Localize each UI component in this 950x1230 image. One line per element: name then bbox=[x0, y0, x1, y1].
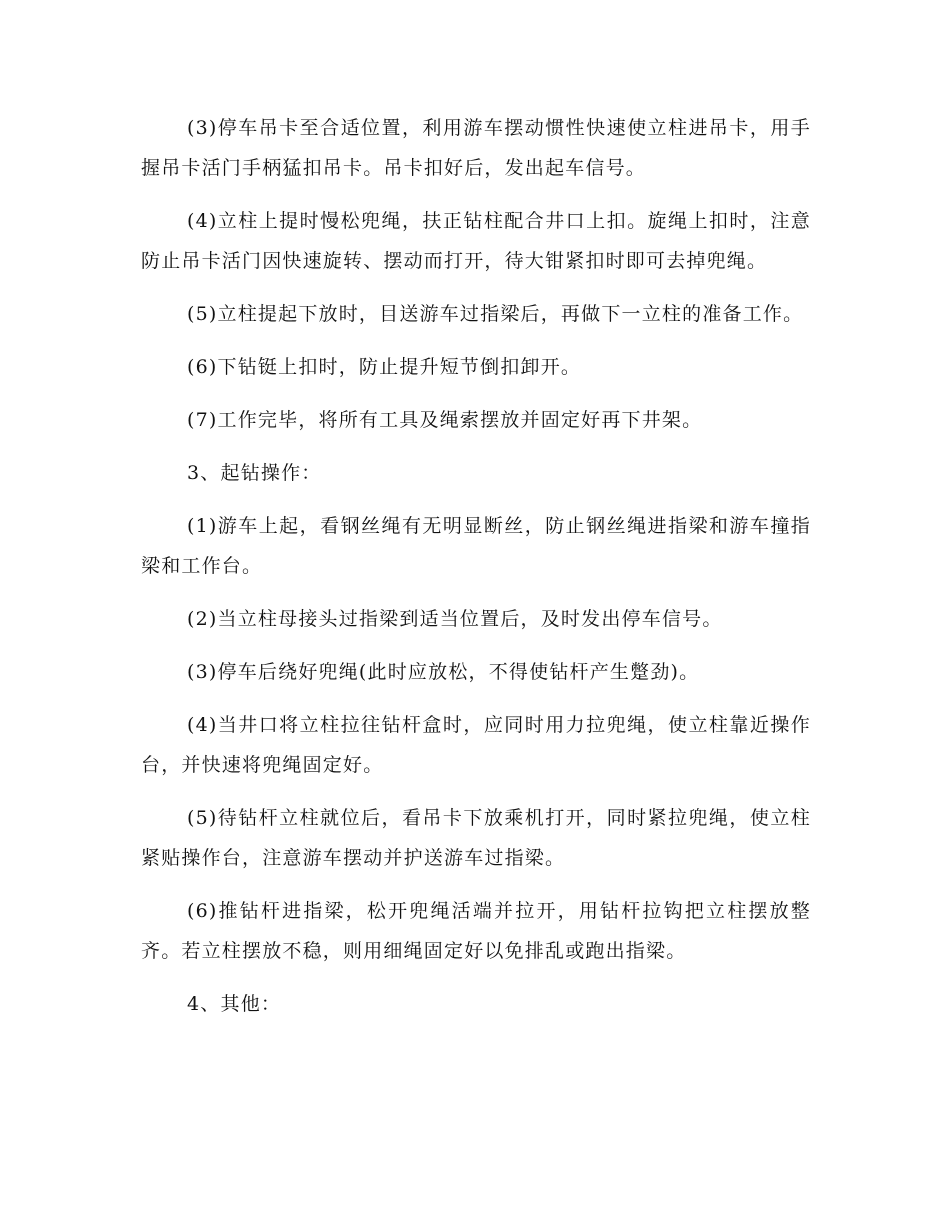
paragraph-2-box-joint: (2)当立柱母接头过指梁到适当位置后，及时发出停车信号。 bbox=[187, 608, 723, 630]
paragraph-3-stop-elevator: (3)停车吊卡至合适位置，利用游车摆动惯性快速使立柱进吊卡，用手握吊卡活门手柄猛扣吊卡。吊卡扣好后，发出起车信号。 bbox=[141, 117, 811, 179]
paragraph-3-wrap-rope: (3)停车后绕好兜绳(此时应放松，不得使钻杆产生蹩劲)。 bbox=[187, 661, 700, 683]
paragraph-4-lift-stand: (4)立柱上提时慢松兜绳，扶正钻柱配合井口上扣。旋绳上扣时，注意防止吊卡活门因快速旋转、摆动而打开，待大钳紧扣时即可去掉兜绳。 bbox=[141, 210, 811, 272]
section-heading-tripping-out: 3、起钻操作： bbox=[187, 462, 322, 484]
section-heading-other: 4、其他： bbox=[187, 993, 282, 1015]
document-body bbox=[141, 108, 811, 1037]
paragraph-5-lower-stand: (5)立柱提起下放时，目送游车过指梁后，再做下一立柱的准备工作。 bbox=[187, 303, 804, 325]
paragraph-4-pull-stand: (4)当井口将立柱拉往钻杆盒时，应同时用力拉兜绳，使立柱靠近操作台，并快速将兜绳固定好。 bbox=[141, 714, 811, 776]
paragraph-1-block-up: (1)游车上起，看钢丝绳有无明显断丝，防止钢丝绳进指梁和游车撞指梁和工作台。 bbox=[141, 515, 811, 577]
paragraph-5-stand-in-place: (5)待钻杆立柱就位后，看吊卡下放乘机打开，同时紧拉兜绳，使立柱紧贴操作台，注意游车摆动并护送游车过指梁。 bbox=[141, 807, 811, 869]
paragraph-6-drill-collar: (6)下钻铤上扣时，防止提升短节倒扣卸开。 bbox=[187, 356, 582, 378]
paragraph-6-push-into-fingerboard: (6)推钻杆进指梁，松开兜绳活端并拉开，用钻杆拉钩把立柱摆放整齐。若立柱摆放不稳，则用细绳固定好以免排乱或跑出指梁。 bbox=[141, 900, 811, 962]
paragraph-7-work-complete: (7)工作完毕，将所有工具及绳索摆放并固定好再下井架。 bbox=[187, 409, 703, 431]
